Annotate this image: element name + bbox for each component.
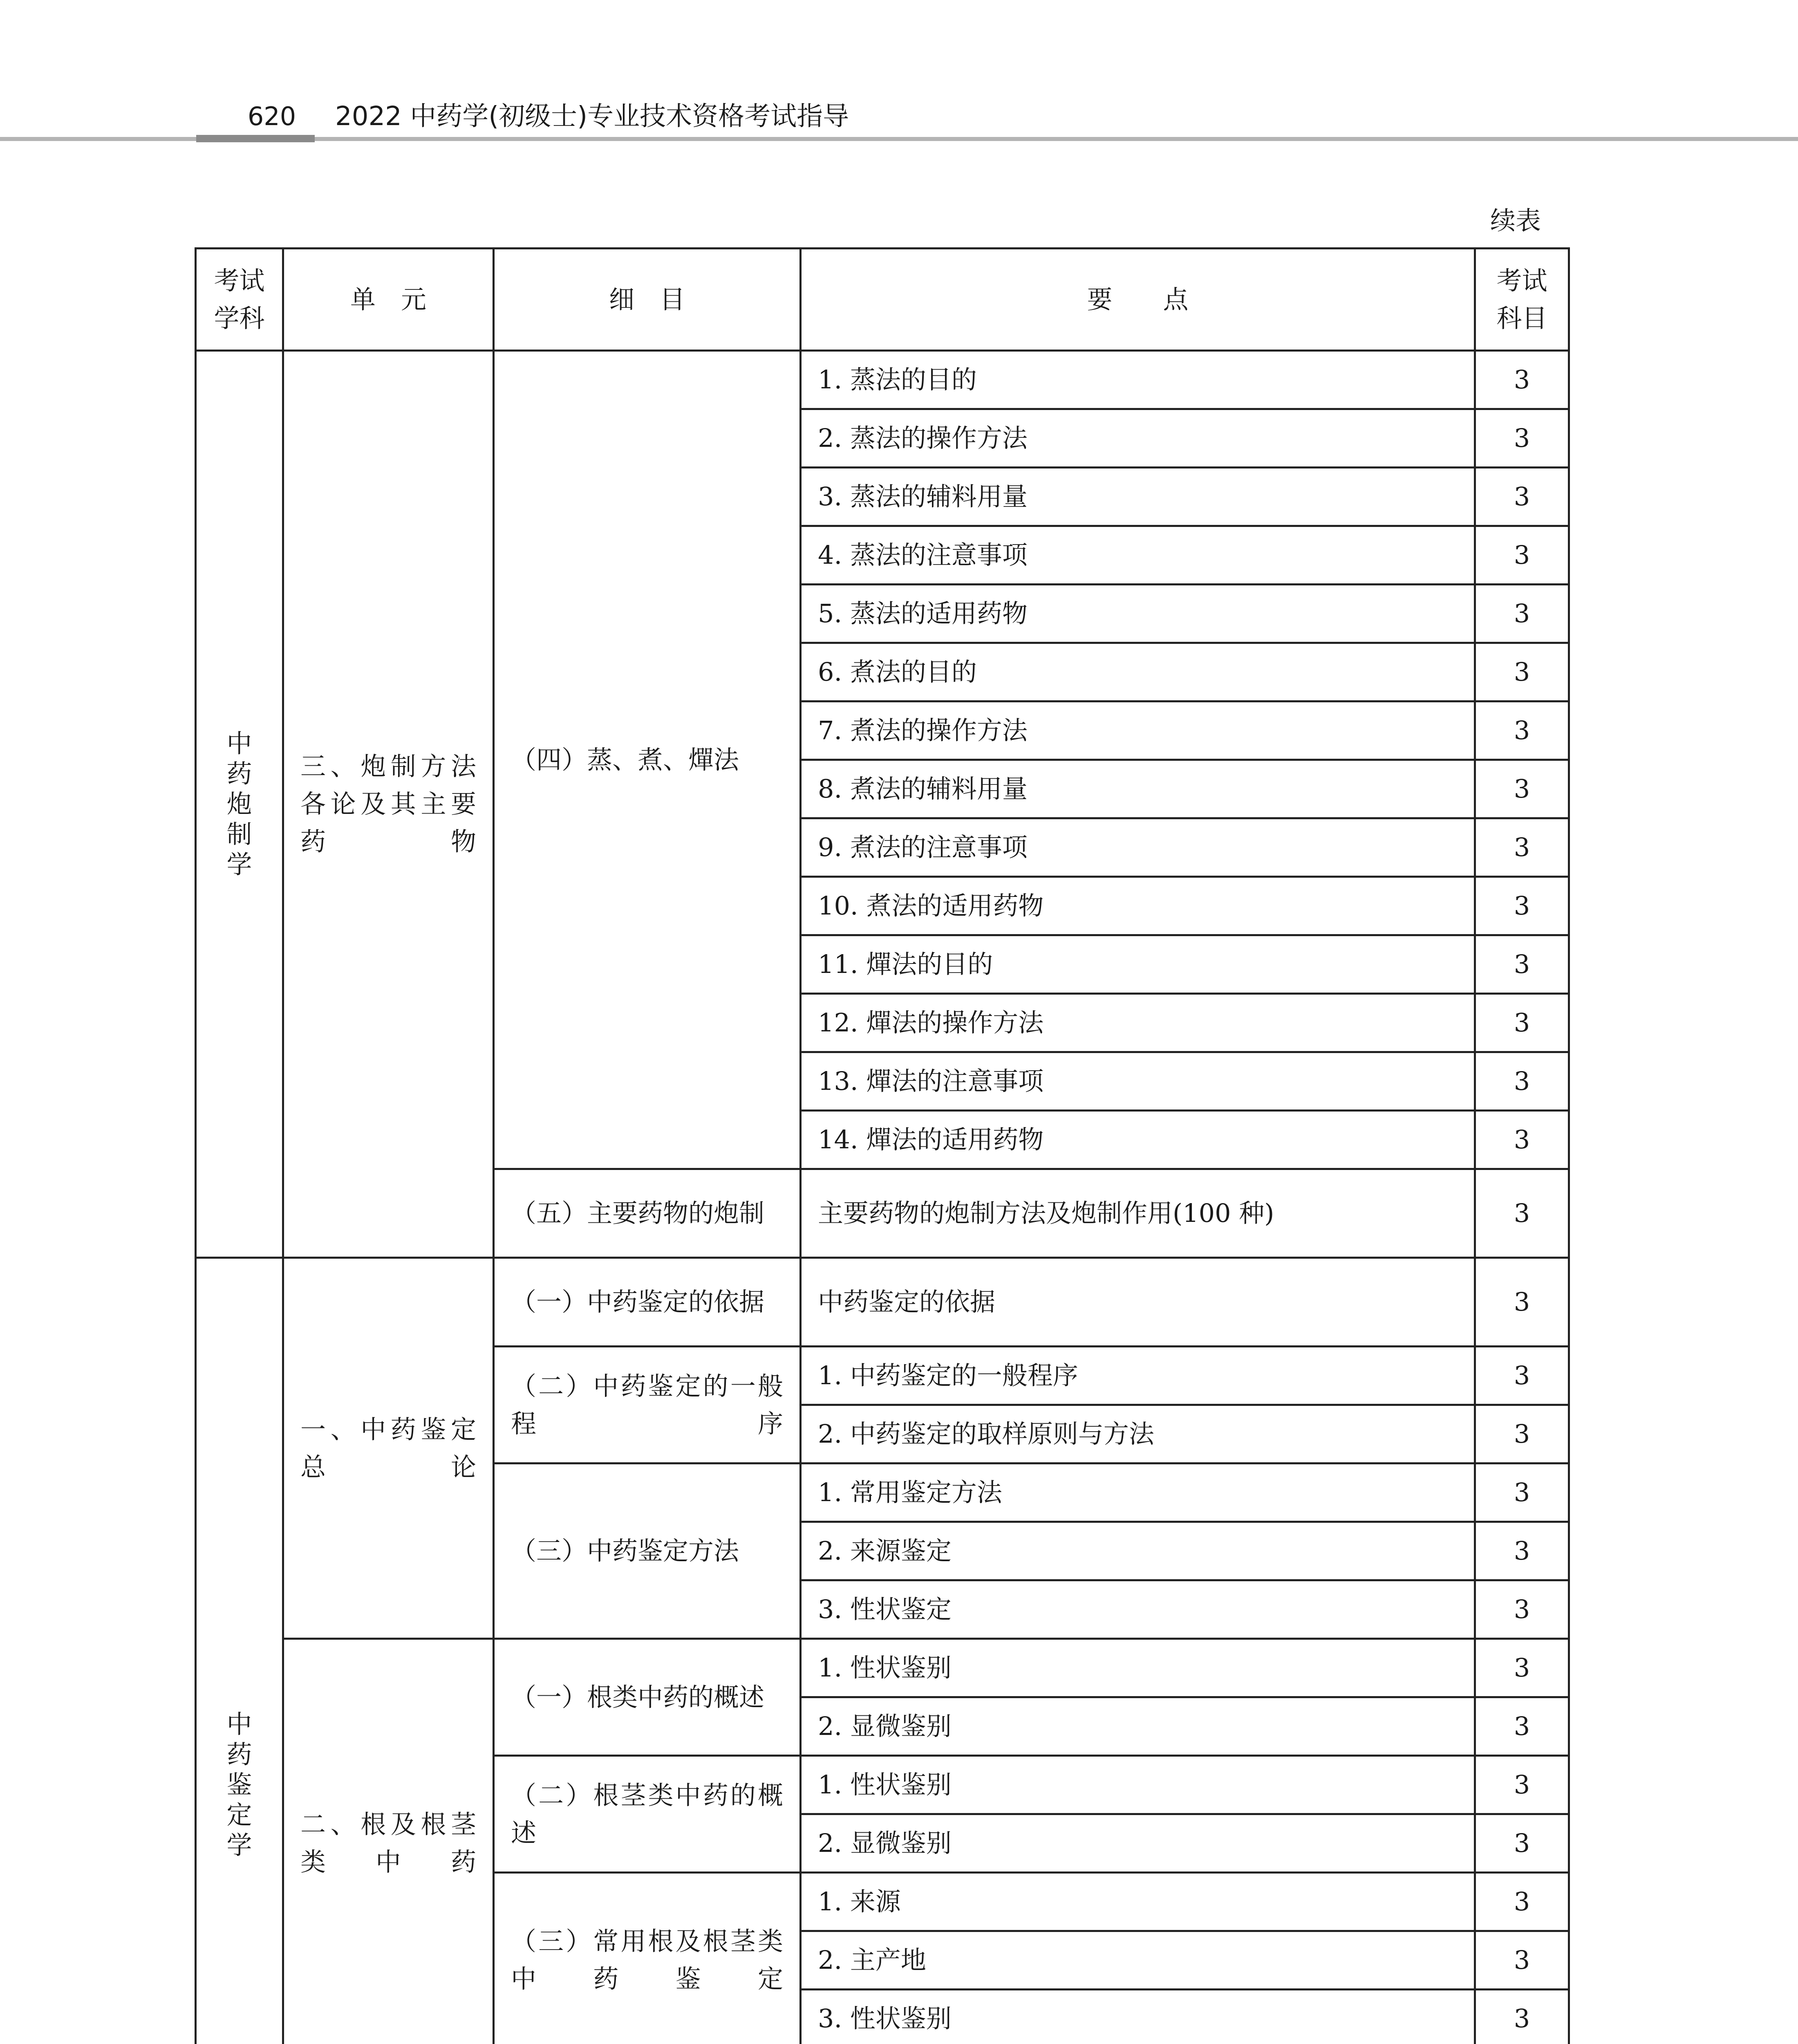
- unit-name: 三、炮制方法各论及其主要药物: [300, 751, 476, 856]
- item-name: （一）中药鉴定的依据: [511, 1287, 765, 1317]
- item-cell: [494, 1464, 801, 1639]
- item-cell: [494, 351, 801, 1169]
- exam-cell: 3: [1475, 1756, 1569, 1814]
- header-subject: [196, 249, 283, 351]
- point-cell: 2. 中药鉴定的取样原则与方法: [801, 1405, 1475, 1464]
- item-cell: [494, 1756, 801, 1873]
- continued-label: 续表: [1490, 206, 1541, 235]
- table-header-row: [196, 249, 1569, 351]
- point-cell: 中药鉴定的依据: [801, 1258, 1475, 1347]
- header-item: 细 目: [494, 249, 801, 351]
- table-row: [196, 1258, 1569, 1347]
- exam-cell: 3: [1475, 351, 1569, 409]
- point-cell: 13. 燀法的注意事项: [801, 1052, 1475, 1111]
- table-row: [196, 351, 1569, 409]
- item-cell: [494, 1169, 801, 1258]
- header-subject-text: 考试学科: [214, 265, 265, 333]
- exam-cell: 3: [1475, 1464, 1569, 1522]
- point-cell: 3. 蒸法的辅料用量: [801, 468, 1475, 526]
- point-cell: 14. 燀法的适用药物: [801, 1111, 1475, 1169]
- item-cell: [494, 1347, 801, 1464]
- exam-cell: 3: [1475, 1814, 1569, 1873]
- point-cell: 3. 性状鉴定: [801, 1580, 1475, 1639]
- header-unit: 单 元: [283, 249, 494, 351]
- subject-cell: [196, 351, 283, 1258]
- exam-cell: 3: [1475, 468, 1569, 526]
- point-cell: 主要药物的炮制方法及炮制作用(100 种): [801, 1169, 1475, 1258]
- exam-cell: 3: [1475, 702, 1569, 760]
- syllabus-table: [195, 247, 1570, 2044]
- exam-cell: 3: [1475, 818, 1569, 877]
- item-name: （二）根茎类中药的概述: [511, 1780, 783, 1848]
- exam-cell: 3: [1475, 1990, 1569, 2044]
- page-header: [0, 0, 1798, 155]
- item-name: （四）蒸、煮、燀法: [511, 744, 739, 775]
- header-exam: [1475, 249, 1569, 351]
- subject-name: 中药炮制学: [226, 728, 252, 879]
- item-cell: [494, 1873, 801, 2044]
- point-cell: 2. 主产地: [801, 1931, 1475, 1990]
- exam-cell: 3: [1475, 1405, 1569, 1464]
- header-point: 要 点: [801, 249, 1475, 351]
- point-cell: 1. 常用鉴定方法: [801, 1464, 1475, 1522]
- exam-cell: 3: [1475, 585, 1569, 643]
- point-cell: 10. 煮法的适用药物: [801, 877, 1475, 935]
- point-cell: 6. 煮法的目的: [801, 643, 1475, 702]
- exam-cell: 3: [1475, 1639, 1569, 1697]
- exam-cell: 3: [1475, 526, 1569, 585]
- syllabus-table-body: [196, 249, 1569, 2044]
- item-name: （五）主要药物的炮制: [511, 1198, 765, 1228]
- exam-cell: 3: [1475, 1347, 1569, 1405]
- point-cell: 2. 来源鉴定: [801, 1522, 1475, 1580]
- exam-cell: 3: [1475, 409, 1569, 468]
- exam-cell: 3: [1475, 1111, 1569, 1169]
- exam-cell: 3: [1475, 935, 1569, 994]
- point-cell: 1. 性状鉴别: [801, 1639, 1475, 1697]
- point-cell: 5. 蒸法的适用药物: [801, 585, 1475, 643]
- header-exam-text: 考试科目: [1496, 265, 1547, 333]
- point-cell: 8. 煮法的辅料用量: [801, 760, 1475, 818]
- page-number: 620: [247, 101, 296, 131]
- subject-cell: [196, 1258, 283, 2044]
- exam-cell: 3: [1475, 760, 1569, 818]
- point-cell: 9. 煮法的注意事项: [801, 818, 1475, 877]
- unit-cell: [283, 1258, 494, 1639]
- unit-cell: [283, 351, 494, 1258]
- exam-cell: 3: [1475, 1522, 1569, 1580]
- point-cell: 4. 蒸法的注意事项: [801, 526, 1475, 585]
- point-cell: 11. 燀法的目的: [801, 935, 1475, 994]
- point-cell: 3. 性状鉴别: [801, 1990, 1475, 2044]
- book-title: 2022 中药学(初级士)专业技术资格考试指导: [335, 101, 849, 132]
- exam-cell: 3: [1475, 1697, 1569, 1756]
- point-cell: 2. 显微鉴别: [801, 1697, 1475, 1756]
- unit-name: 二、根及根茎类中药: [300, 1809, 476, 1877]
- point-cell: 1. 性状鉴别: [801, 1756, 1475, 1814]
- exam-cell: 3: [1475, 1169, 1569, 1258]
- unit-cell: [283, 1639, 494, 2044]
- exam-cell: 3: [1475, 1580, 1569, 1639]
- exam-cell: 3: [1475, 1258, 1569, 1347]
- exam-cell: 3: [1475, 994, 1569, 1052]
- point-cell: 12. 燀法的操作方法: [801, 994, 1475, 1052]
- exam-cell: 3: [1475, 643, 1569, 702]
- item-name: （三）中药鉴定方法: [511, 1536, 739, 1566]
- point-cell: 7. 煮法的操作方法: [801, 702, 1475, 760]
- exam-cell: 3: [1475, 1052, 1569, 1111]
- item-name: （二）中药鉴定的一般程序: [511, 1371, 783, 1439]
- point-cell: 1. 中药鉴定的一般程序: [801, 1347, 1475, 1405]
- unit-name: 一、中药鉴定总论: [300, 1414, 476, 1482]
- point-cell: 2. 显微鉴别: [801, 1814, 1475, 1873]
- item-cell: [494, 1639, 801, 1756]
- item-name: （三）常用根及根茎类中药鉴定: [511, 1926, 783, 1994]
- exam-cell: 3: [1475, 1873, 1569, 1931]
- header-rule-accent: [196, 135, 315, 142]
- item-name: （一）根类中药的概述: [511, 1682, 765, 1712]
- exam-cell: 3: [1475, 1931, 1569, 1990]
- table-row: [196, 1639, 1569, 1697]
- point-cell: 2. 蒸法的操作方法: [801, 409, 1475, 468]
- point-cell: 1. 蒸法的目的: [801, 351, 1475, 409]
- exam-cell: 3: [1475, 877, 1569, 935]
- point-cell: 1. 来源: [801, 1873, 1475, 1931]
- subject-name: 中药鉴定学: [226, 1709, 252, 1860]
- item-cell: [494, 1258, 801, 1347]
